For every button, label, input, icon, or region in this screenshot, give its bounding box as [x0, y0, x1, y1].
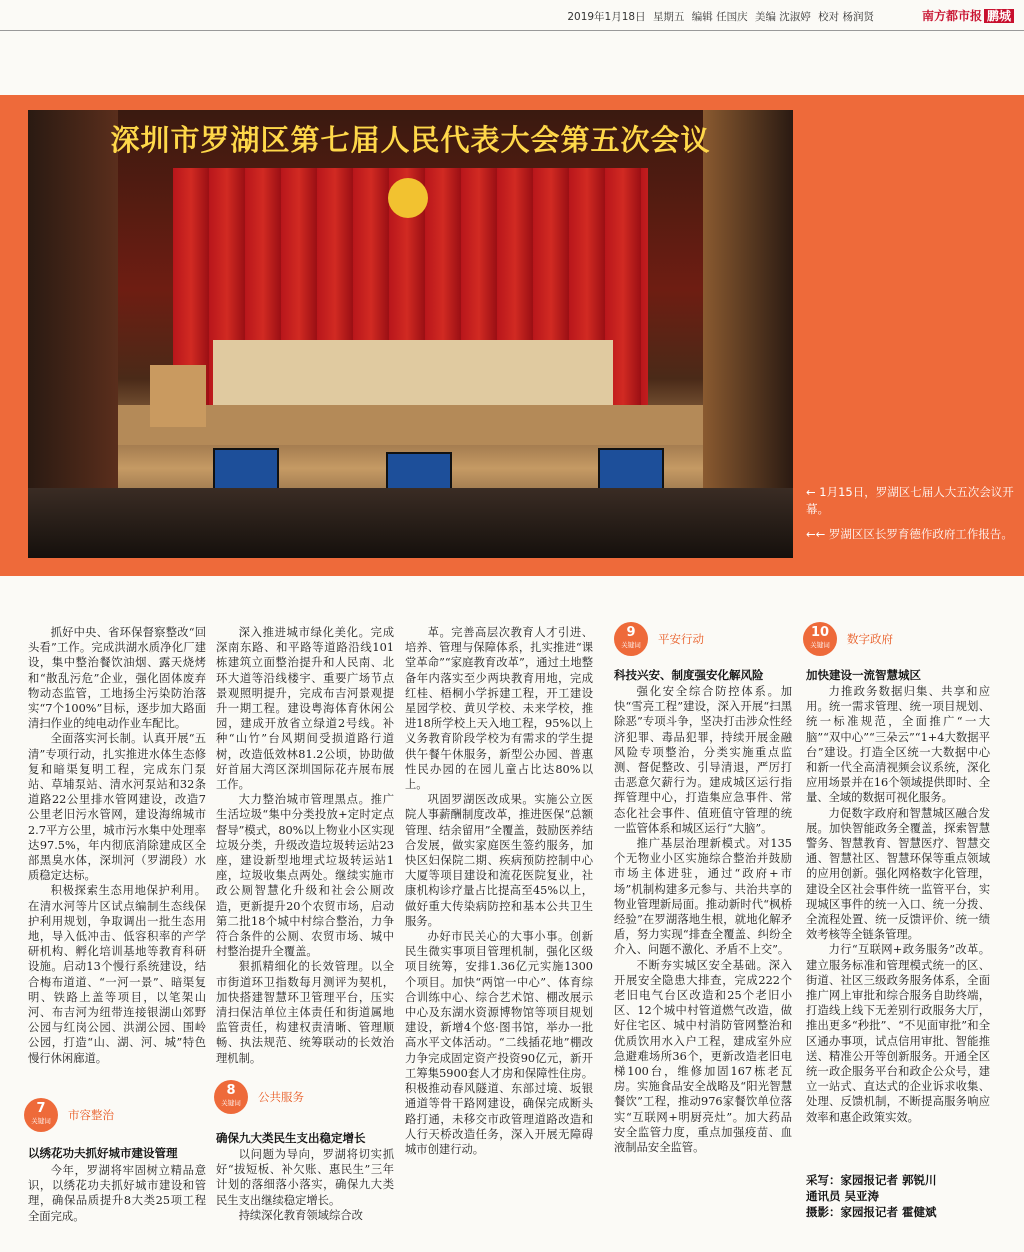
- paragraph: 力行“互联网+政务服务”改革。建立服务标准和管理模式统一的区、街道、社区三级政务服务体系，全面推广网上审批和综合服务自助终端，打造线上线下无差别行政服务大厅，推出更多“秒批”、“不见面审批”和全区通办事项，试点信用审批、智能推送、精准公开等创新服务。开通全区统一政企服务平台和政企公众号，建立一站式、直达式的企业诉求收集、处理、反馈机制，不断提高服务响应效率和惠企政策实效。: [806, 943, 990, 1124]
- section-name: 鹏城: [984, 9, 1014, 23]
- issue-info: [563, 9, 874, 24]
- paragraph: 持续深化教育领域综合改: [238, 1208, 363, 1222]
- paragraph: 大力整治城市管理黑点。推广生活垃圾“集中分类投放+定时定点督导”模式，80%以上物业小区实现垃圾分类，升级改造垃圾转运站23座，建设新型地埋式垃圾转运站1座，垃圾收集点两处。继续实施市政公厕智慧化升级和社会公厕改造，更新提升20个农贸市场，启动第二批18个城中村综合整治，力争符合条件的公厕、农贸市场、城中村整治提升全覆盖。: [216, 793, 394, 959]
- monitor-screen: [598, 448, 664, 492]
- photo-caption-2: ←← 罗湖区区长罗育德作政府工作报告。: [806, 527, 1013, 541]
- keyword-number: 8: [226, 1083, 236, 1098]
- keyword-title: 市容整治: [68, 1108, 114, 1122]
- section-subhead: 确保九大类民生支出稳定增长: [216, 1131, 366, 1145]
- keyword-badge: [803, 622, 837, 656]
- photo-banner-text: 深圳市罗湖区第七届人民代表大会第五次会议: [110, 123, 711, 157]
- paragraph: 全面落实河长制。认真开展“五清”专项行动，扎实推进水体生态修复和暗渠复明工程，完成东门泵站、草埔泵站、清水河泵站和32条道路22公里排水管网建设，改造7公里老旧污水管网，建设海绵城市2.7平方公里，城市污水集中处理率达97.5%，年内彻底消除建成区全部黑臭水体，深圳河（罗湖段）水质稳定达标。: [28, 732, 206, 883]
- paragraph: 办好市民关心的大事小事。创新民生微实事项目管理机制，强化区级项目统筹，安排1.36亿元实施1300个项目。加快“两馆一中心”、体育综合训练中心、综合艺术馆、棚改展示中心及东湖水资源博物馆等项目规划建设，新增4个悠·图书馆，举办一批高水平文体活动。“二线插花地”棚改力争完成固定资产投资90亿元，新开工筹集5900套人才房和保障性住房。积极推动春风隧道、东部过境、坂银通道等骨干路网建设，确保完成断头路打通，未移交市政管理道路改造和人行天桥改造任务，深入开展无障碍城市创建行动。: [405, 930, 593, 1156]
- speaker-podium: [150, 365, 206, 427]
- paragraph: 力推政务数据归集、共享和应用。统一需求管理、统一项目规划、统一标准规范，全面推广“一大脑”“双中心”“三朵云”“1+4大数据平台”建设。打造全区统一大数据中心和新一代全高清视频会议系统，深化应用场景并在16个领域提供即时、全量、全域的数据可视化服务。: [806, 685, 990, 805]
- keyword-10-body: [806, 684, 990, 1125]
- monitor-screen: [213, 448, 279, 492]
- keyword-title: 数字政府: [847, 632, 893, 646]
- photo-caption-1: ← 1月15日，罗湖区七届人大五次会议开幕。: [806, 485, 1014, 516]
- paragraph: 巩固罗湖医改成果。实施公立医院人事薪酬制度改革，推进医保“总额管理、结余留用”全覆盖，鼓励医养结合发展，做实家庭医生签约服务，加快区妇保院二期、疾病预防控制中心大厦等项目建设和流花医院复业，社康机构诊疗量占比提高至45%以上，做好重大传染病防控和基本公共卫生服务。: [405, 793, 593, 928]
- designer-credit: 美编 沈淑婷: [754, 11, 811, 23]
- keyword-badge: [614, 622, 648, 656]
- paragraph: 抓好中央、省环保督察整改“回头看”工作。完成洪湖水质净化厂建设，集中整治餐饮油烟、露天烧烤和“散乱污危”企业，强化固体废弃物动态监管，工地扬尘污染防治落实“7个100%”目标，逐步加大路面清扫作业的纯电动作业车配比。: [28, 626, 206, 731]
- keyword-label: 关键词: [621, 641, 641, 649]
- keyword-badge: [24, 1098, 58, 1132]
- paragraph: 今年，罗湖将牢固树立精品意识，以绣花功夫抓好城市建设和管理，确保品质提升8大类25项工程全面完成。: [28, 1164, 206, 1223]
- section-subhead: 科技兴安、制度强安化解风险: [614, 668, 764, 682]
- paper-logo: [922, 7, 1014, 24]
- article-column-1: [28, 625, 206, 1066]
- keyword-title: 公共服务: [258, 1090, 304, 1104]
- meeting-photo: [28, 110, 793, 558]
- paragraph: 深入推进城市绿化美化。完成深南东路、和平路等道路沿线101栋建筑立面整治提升和人民南、北环大道等沿线楼宇、重要广场节点景观照明提升，完成布吉河景观提升一期工程。建设粤海体育休闲公园，建成开放省立绿道2号线。补种“山竹”台风期间受损道路行道树，改造低效林81.2公顷，协助做好首届大湾区深圳国际花卉展布展工作。: [216, 626, 394, 792]
- paragraph: 积极探索生态用地保护利用。在清水河等片区试点编制生态线保护利用规划，争取调出一批生态用地，导入低冲击、低容积率的产学研机构、孵化培训基地等教育科研设施。启动13个慢行系统建设，结合梅布道道、“一河一景”、暗渠复明、铁路上盖等项目，以笔架山河、布吉河为纽带连接银湖山郊野公园与红岗公园、洪湖公园、围岭公园，打造“山、湖、河、城”特色慢行休闲廊道。: [28, 884, 206, 1065]
- keyword-8-body: [216, 1147, 394, 1223]
- keyword-number: 9: [626, 625, 636, 640]
- paragraph: 不断夯实城区安全基础。深入开展安全隐患大排查，完成222个老旧电气台区改造和25个老旧小区、12个城中村管道燃气改造，做好住宅区、城中村消防管网整治和优质饮用水入户工程，建成室外应急避难场所36个，更新改造老旧电梯100台，维修加固167栋老瓦房。实施食品安全战略及“阳光智慧餐饮”工程，推动976家餐饮单位落实“互联网+明厨亮灶”。加大药品安全监管力度，重点加强疫苗、血液制品安全监管。: [614, 958, 792, 1155]
- article-column-3: [405, 625, 593, 1157]
- keyword-label: 关键词: [221, 1099, 241, 1107]
- keyword-label: 关键词: [810, 641, 830, 649]
- keyword-7-body: [28, 1163, 206, 1224]
- editor-credit: 编辑 任国庆: [691, 11, 748, 23]
- keyword-title: 平安行动: [658, 632, 704, 646]
- paragraph: 以问题为导向，罗湖将切实抓好“拔短板、补欠账、惠民生”三年计划的落细落小落实，确保九大类民生支出继续稳定增长。: [216, 1148, 394, 1207]
- byline: [806, 1172, 937, 1220]
- page-header: [0, 0, 1024, 31]
- issue-date: 2019年1月18日: [567, 11, 646, 23]
- keyword-9-body: [614, 684, 792, 1155]
- paragraph: 强化安全综合防控体系。加快“雪亮工程”建设，深入开展“扫黑除恶”专项斗争，坚决打击涉众性经济犯罪、毒品犯罪，持续开展金融风险专项整治，分类实施重点监测、督促整改、引导清退，严厉打击恶意欠薪行为。建成城区运行指挥管理中心，打造集应急事件、常态化社会事件、值班值守管理的统一监管体系和城区运行“大脑”。: [614, 685, 792, 835]
- keyword-label: 关键词: [31, 1117, 51, 1125]
- paragraph: 革。完善高层次教育人才引进、培养、管理与保障体系，扎实推进“课堂革命”“家庭教育改革”，通过土地整备年内落实至少两块教育用地，完成红桂、梧桐小学拆建工程，开工建设星园学校、黄贝学校、未来学校，推进18所学校上天入地工程，95%以上义务教育阶段学校为有需求的学生提供午餐午休服务，新型公办园、普惠性民办园的在园儿童占比达80%以上。: [405, 626, 593, 792]
- article-column-2: [216, 625, 394, 1066]
- paper-name: 南方都市报: [921, 9, 982, 23]
- national-emblem: [388, 178, 428, 218]
- keyword-number: 7: [36, 1101, 46, 1116]
- keyword-badge: [214, 1080, 248, 1114]
- section-subhead: 加快建设一流智慧城区: [806, 668, 921, 682]
- presidium-dais: [213, 340, 613, 405]
- issue-weekday: 星期五: [652, 11, 685, 23]
- paragraph: 推广基层治理新模式。对135个无物业小区实施综合整治并鼓励市场主体进驻，通过“政府+市场”机制构建多元参与、共治共享的物业管理新局面。推动新时代“枫桥经验”在罗湖落地生根，就地化解矛盾，努力实现“排查全覆盖、纠纷全介入、问题不激化、矛盾不上交”。: [614, 837, 792, 957]
- audience: [28, 488, 793, 558]
- proofreader-credit: 校对 杨润贤: [818, 11, 874, 23]
- byline-writer: 采写：家园报记者 郭锐川: [806, 1173, 937, 1187]
- byline-photographer: 摄影：家园报记者 霍健斌: [806, 1205, 937, 1219]
- keyword-number: 10: [810, 625, 830, 640]
- byline-correspondent: 通讯员 吴亚涛: [806, 1189, 880, 1203]
- section-subhead: 以绣花功夫抓好城市建设管理: [28, 1146, 178, 1160]
- paragraph: 力促数字政府和智慧城区融合发展。加快智能政务全覆盖，探索智慧警务、智慧教育、智慧医疗、智慧交通、智慧社区、智慧环保等重点领域的应用创新。强化网格数字化管理，建设全区社会事件统一监管平台，实现城区事件的统一入口、统一分拨、全流程处置、统一反馈评价、统一绩效考核等全链条管理。: [806, 806, 990, 942]
- paragraph: 狠抓精细化的长效管理。以全市街道环卫指数每月测评为契机，加快搭建智慧环卫管理平台，压实清扫保洁单位主体责任和街道属地监管责任，构建权责清晰、管理顺畅、执法规范、统筹联动的长效治理机制。: [216, 960, 394, 1065]
